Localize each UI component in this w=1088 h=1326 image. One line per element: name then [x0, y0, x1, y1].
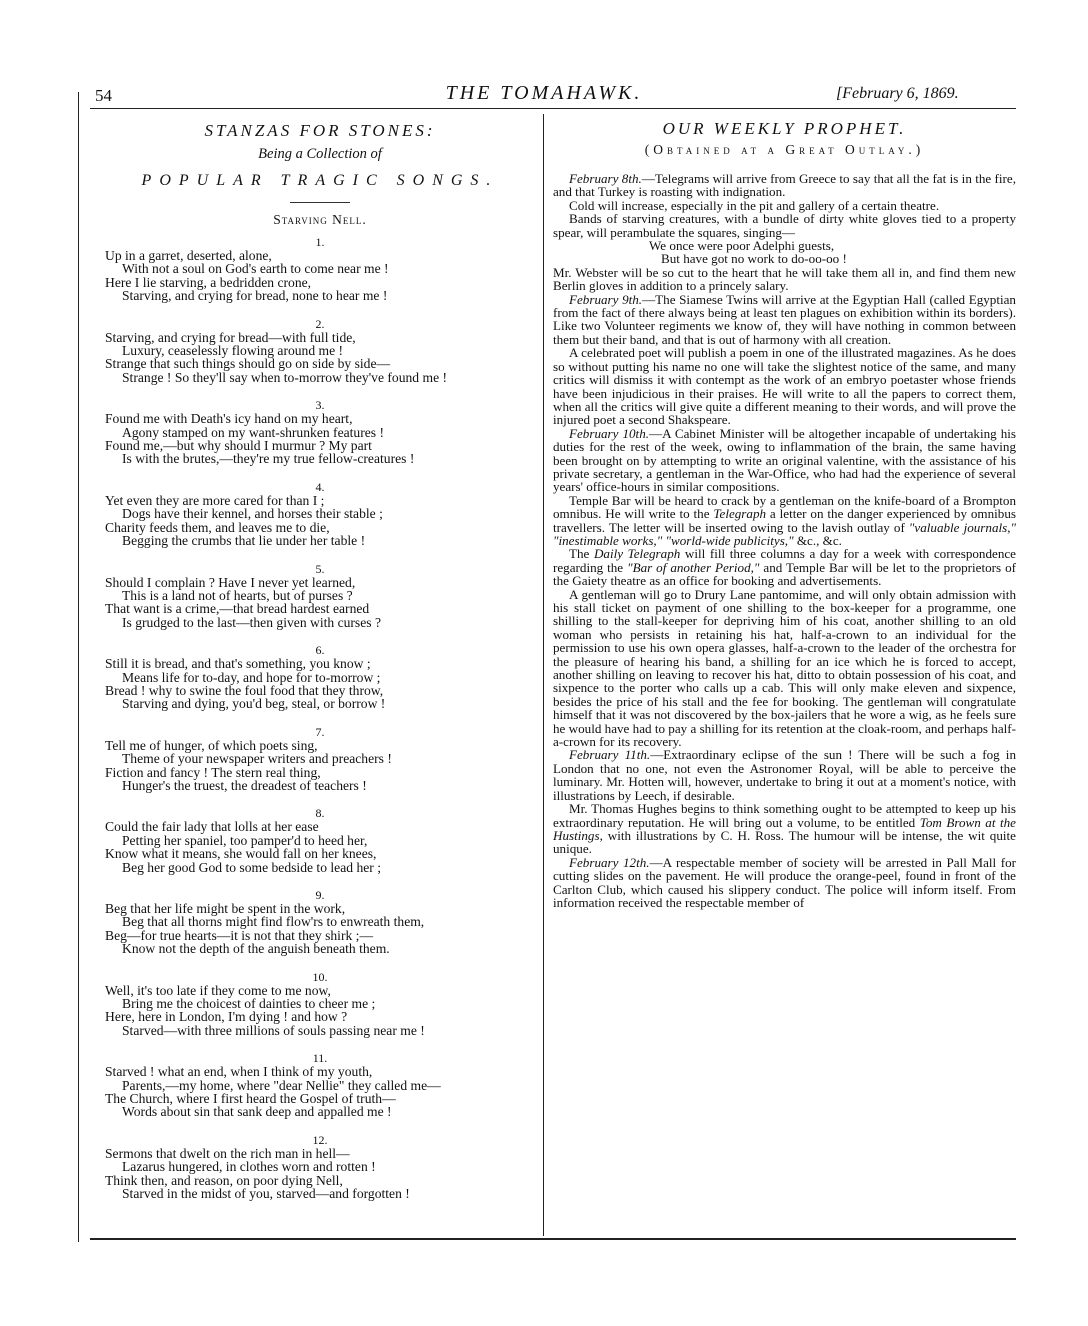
stanza-line: Here, here in London, I'm dying ! and how ? — [105, 1009, 348, 1025]
stanza — [105, 1133, 535, 1201]
article-paragraph — [553, 802, 1016, 856]
stanza-line: Still it is bread, and that's something, you know ; — [105, 656, 371, 672]
paragraph-text: Temple Bar will be heard to crack by a gentleman on the knife-board of a Brompton omnibus. He will write to the — [553, 492, 1016, 522]
stanza — [105, 480, 535, 548]
prophet-subtitle: (Obtained at a Great Outlay.) — [644, 142, 925, 157]
stanza-number: 7. — [315, 724, 325, 739]
article-paragraph: Cold will increase, especially in the pit and gallery of a certain theatre. — [569, 197, 940, 213]
stanza-line: Bring me the choicest of dainties to cheer me ; — [122, 996, 376, 1012]
paragraph-text: and Temple Bar will be let to the proprietors of the Gaiety theatre as an office for booking and advertisements. — [553, 559, 1016, 589]
stanza-line: Luxury, ceaselessly flowing around me ! — [122, 343, 344, 359]
article-paragraph — [553, 172, 1016, 199]
date-heading: February 11th. — [569, 747, 651, 763]
article-paragraph: Mr. Webster will be so cut to the heart that he will take them all in, and find them new Berlin gloves in addition to a princely salary. — [553, 264, 1016, 294]
quoted-phrases: "valuable journals," "inestimable works," "world-wide publicitys," — [553, 519, 1016, 548]
stanza-number: 11. — [312, 1051, 328, 1066]
page-number: 54 — [95, 86, 112, 105]
stanza-line: Starving, and crying for bread—with full tide, — [105, 329, 356, 345]
paragraph-text: —Telegrams will arrive from Greece to say that all the fat is in the fire, and that Turkey is roasting with indignation. — [553, 171, 1016, 200]
stanza — [105, 725, 535, 793]
stanza-line: Sermons that dwelt on the rich man in hell— — [105, 1145, 350, 1161]
paragraph-text: The — [569, 546, 594, 562]
stanza-line: Beg her good God to some bedside to lead her ; — [122, 859, 381, 875]
stanza-line: Tell me of hunger, of which poets sing, — [105, 737, 318, 753]
article-paragraph — [553, 547, 1016, 587]
article-paragraph: A celebrated poet will publish a poem in one of the illustrated magazines. As he does so without putting his name no one will take the slightest notice of the same, and many critics will dismiss it with contempt as the work of an embryo poetaster whose friends have been injudicious in their praises. He will write to all the papers to correct them, when all the critics will give quite a different meaning to their words, and will prove the injured poet a second Shakspeare. — [553, 345, 1016, 428]
stanza-line: Words about sin that sank deep and appalled me ! — [122, 1104, 392, 1120]
stanza — [105, 970, 535, 1038]
stanza — [105, 643, 535, 711]
stanza-line: Dogs have their kennel, and horses their stable ; — [122, 506, 383, 522]
stanza-line: Beg that all thorns might find flow'rs to enwreath them, — [122, 914, 425, 930]
title-rule — [290, 202, 350, 203]
stanza-line: Starved ! what an end, when I think of my youth, — [105, 1064, 373, 1080]
stanza-line: Should I complain ? Have I never yet learned, — [105, 574, 356, 590]
verse-quote — [649, 239, 1016, 266]
verse-line: But have got no work to do-oo-oo ! — [661, 251, 847, 267]
stanza-line: Beg—for true hearts—it is not that they shirk ;— — [105, 927, 374, 943]
paragraph-text: —The Siamese Twins will arrive at the Egyptian Hall (called Egyptian from the fact of there always being at least ten plagues on exhibition within its borders). Like two Volunteer regiments we know of, they will have nothing in common between them but their band, and that is out of harmony with all creation. — [553, 291, 1016, 347]
stanza-line: This is a land not of hearts, but of purses ? — [122, 587, 353, 603]
stanza-line: Starved in the midst of you, starved—and forgotten ! — [122, 1186, 410, 1202]
stanza-line: Is grudged to the last—then given with curses ? — [122, 614, 381, 630]
stanza-number: 10. — [312, 969, 328, 984]
stanza-number: 6. — [315, 643, 325, 658]
stanza-line: Found me,—but why should I murmur ? My part — [105, 438, 372, 454]
verse-line: We once were poor Adelphi guests, — [649, 238, 835, 254]
stanza-number: 8. — [315, 806, 325, 821]
paragraph-text: Mr. Thomas Hughes begins to think something ought to be attempted to keep up his extraordinary reputation. He will bring out a volume, to be entitled — [553, 801, 1016, 830]
issue-date: [February 6, 1869. — [836, 85, 959, 102]
stanza-line: Charity feeds them, and leaves me to die, — [105, 519, 330, 535]
date-heading: February 8th. — [569, 171, 642, 186]
stanza-line: Parents,—my home, where "dear Nellie" they called me— — [122, 1077, 441, 1093]
masthead-title: THE TOMAHAWK. — [445, 82, 643, 104]
date-heading: February 10th. — [569, 425, 650, 441]
stanza-line: Petting her spaniel, too pamper'd to heed her, — [122, 832, 368, 848]
stanza-number: 1. — [315, 235, 325, 249]
paragraph-text: &c., &c. — [793, 532, 842, 548]
stanza — [105, 806, 535, 874]
stanza-line: With not a soul on God's earth to come near me ! — [122, 261, 389, 277]
stanza-line: Think then, and reason, on poor dying Nell, — [105, 1172, 343, 1188]
stanza-number: 2. — [315, 316, 325, 331]
stanza-line: Fiction and fancy ! The stern real thing, — [105, 764, 321, 780]
paragraph-text: will fill three columns a day for a week with correspondence regarding the — [553, 546, 1016, 575]
stanza — [105, 1051, 535, 1119]
stanza — [105, 317, 535, 385]
stanza-number: 3. — [315, 398, 325, 413]
stanza-line: Begging the crumbs that lie under her table ! — [122, 533, 366, 549]
stanza-line: Hunger's the truest, the dreadest of teachers ! — [122, 777, 367, 793]
quoted-phrase: "Bar of another Period," — [627, 559, 760, 575]
stanza-line: Could the fair lady that lolls at her ease — [105, 819, 319, 835]
paragraph-text: —Extraordinary eclipse of the sun ! There will be such a fog in London that no one, not even the Astronomer Royal, will be able to perceive the luminary. Mr. Hotten will, however, undertake to bring it out at a moment's notice, with illustrations by Leech, if desirable. — [553, 747, 1016, 803]
date-heading: February 9th. — [569, 291, 643, 307]
paragraph-text: with illustrations by C. H. Ross. The humour will be intense, the wit quite unique. — [553, 827, 1016, 857]
stanza-line: Well, it's too late if they come to me now, — [105, 982, 331, 998]
stanza-line: Starving, and crying for bread, none to hear me ! — [122, 288, 388, 304]
article-paragraph: A gentleman will go to Drury Lane pantomime, and will only obtain admission with his stall ticket on payment of one shilling to the box-keeper for a programme, one shilling to the stall-keeper for depriving him of his coat, another shilling to an old woman who persists in retaining his hat, half-a-crown to an individual for the permission to use his own opera glasses, half-a-crown to the leader of the orchestra for the pleasure of hearing his band, a shilling for an ice which he is forced to accept, another shilling on leaving to recover his hat, ditto to obtain possession of his coat, and sixpence to the porter who calls up a cab. This will only make eleven and sixpence, besides the price of his stall and the fee for booking. The gentleman will congratulate himself that it was not discovered by the box-jailers that he wore a wig, as he feels sure he would have had to pay a shilling for its retention at the cloak-room, and perhaps half-a-crown for its recovery. — [553, 586, 1016, 750]
article-paragraph: Bands of starving creatures, with a bundle of dirty white gloves tied to a property spear, will perambulate the squares, singing— — [553, 211, 1016, 240]
stanza-line: Starving and dying, you'd beg, steal, or borrow ! — [122, 696, 386, 712]
stanza — [105, 888, 535, 956]
paragraph-text: —A Cabinet Minister will be altogether incapable of undertaking his duties for the rest of the week, owing to inflammation of the brain, the same having been brought on by attempting to write an original valentine, with the assistance of his private secretary, a gentleman in the War-Office, who had had the experience of several years' office-hours in similar compositions. — [553, 425, 1016, 495]
stanza-number: 4. — [315, 479, 325, 494]
article-paragraph — [553, 494, 1016, 548]
stanza-line: Bread ! why to swine the foul food that they throw, — [105, 682, 384, 698]
book-title: Tom Brown at the Hustings, — [553, 814, 1016, 843]
stanza-line: The Church, where I first heard the Gospel of truth— — [105, 1091, 396, 1107]
article-paragraph — [553, 427, 1016, 494]
stanza-line: Is with the brutes,—they're my true fellow-creatures ! — [122, 451, 415, 467]
stanza-line: Know not the depth of the anguish beneath them. — [122, 941, 390, 957]
stanza-line: Beg that her life might be spent in the work, — [105, 901, 346, 916]
poem-collection-title: STANZAS FOR STONES: — [204, 121, 436, 140]
left-column — [105, 120, 535, 1215]
stanza-line: Here I lie starving, a bedridden crone, — [105, 274, 312, 290]
stanza — [105, 398, 535, 466]
prophet-title: OUR WEEKLY PROPHET. — [662, 119, 907, 138]
stanza-line: That want is a crime,—that bread hardest earned — [105, 601, 370, 617]
stanza-line: Theme of your newspaper writers and preachers ! — [122, 751, 392, 767]
footer-rule — [90, 1238, 1016, 1240]
stanza-line: Yet even they are more cared for than I ; — [105, 492, 325, 508]
date-heading: February 12th. — [569, 854, 650, 870]
paragraph-text: —A respectable member of society will be arrested in Pall Mall for cutting slides on the pavement. He will produce the orange-peel, found in front of the Carlton Club, which caused his slippery conduct. The police will inform itself. From information received the respectable member of — [553, 854, 1016, 910]
stanza-number: 9. — [315, 888, 325, 902]
paper-name: Telegraph — [713, 506, 767, 522]
poem-title: Starving Nell. — [273, 212, 367, 227]
stanza-number: 5. — [315, 561, 325, 576]
stanza-line: Know what it means, she would fall on her knees, — [105, 846, 377, 862]
paragraph-text: a letter on the danger experienced by omnibus travellers. The letter will be inserted owing to the lavish outlay of — [553, 506, 1016, 535]
header-rule — [90, 108, 1016, 109]
stanza-line: Means life for to-day, and hope for to-morrow ; — [122, 669, 381, 685]
poem-collection-subtitle: Being a Collection of — [258, 146, 382, 162]
column-divider — [543, 114, 544, 1236]
stanza-line: Lazarus hungered, in clothes worn and rotten ! — [122, 1159, 376, 1175]
stanza-line: Found me with Death's icy hand on my heart, — [105, 411, 353, 427]
stanza-line: Strange ! So they'll say when to-morrow they've found me ! — [122, 369, 448, 385]
left-margin-rule — [78, 92, 79, 1242]
stanza-line: Starved—with three millions of souls passing near me ! — [122, 1022, 425, 1038]
stanza-line: Up in a garret, deserted, alone, — [105, 248, 272, 263]
article-paragraph — [553, 856, 1016, 910]
stanza-number: 12. — [312, 1132, 328, 1147]
article-paragraph — [553, 293, 1016, 347]
right-column — [553, 118, 1016, 909]
stanza — [105, 235, 535, 303]
stanza-line: Strange that such things should go on side by side— — [105, 356, 391, 372]
paper-name: Daily Telegraph — [593, 546, 681, 562]
poem-collection-subtitle-2: POPULAR TRAGIC SONGS. — [141, 172, 499, 189]
stanza-line: Agony stamped on my want-shrunken features ! — [122, 424, 384, 440]
poem-stanzas — [105, 235, 535, 1201]
stanza — [105, 562, 535, 630]
article-paragraph — [553, 748, 1016, 802]
